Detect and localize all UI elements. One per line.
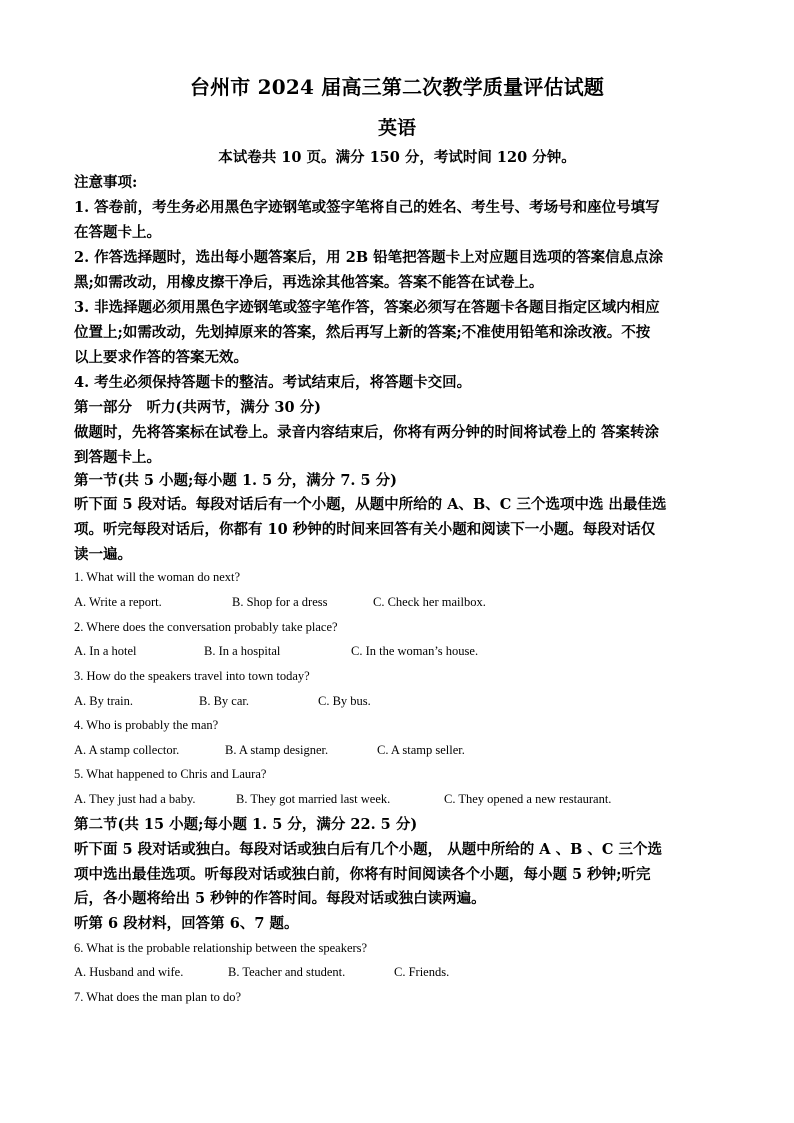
option-b: B. A stamp designer. [225, 743, 329, 757]
section2-heading: 第二节(共 15 小题;每小题 1. 5 分，满分 22. 5 分) [74, 816, 418, 833]
notice-line: 3. 非选择题必须用黑色字迹钢笔或签字笔作答，答案必须写在答题卡各题目指定区域内相应 [74, 299, 660, 316]
section1-intro-line: 读一遍。 [74, 546, 132, 563]
option-b: B. They got married last week. [236, 792, 391, 806]
option-a: A. Write a report. [74, 595, 162, 609]
option-c: C. Friends. [394, 965, 450, 979]
notice-line: 以上要求作答的答案无效。 [74, 349, 248, 366]
part1-intro-line: 到答题卡上。 [74, 449, 161, 466]
part1-intro-line: 做题时，先将答案标在试卷上。录音内容结束后，你将有两分钟的时间将试卷上的 答案转涂 [74, 424, 660, 441]
notice-line: 4. 考生必须保持答题卡的整洁。考试结束后，将答题卡交回。 [74, 374, 472, 391]
question-stem: 4. Who is probably the man? [74, 718, 219, 732]
option-c: C. Check her mailbox. [373, 595, 486, 609]
option-b: B. In a hospital [204, 644, 281, 658]
question-stem: 6. What is the probable relationship between the speakers? [74, 941, 368, 955]
notice-line: 2. 作答选择题时，选出每小题答案后，用 2B 铅笔把答题卡上对应题目选项的答案信息点涂 [74, 249, 664, 266]
option-c: C. In the woman’s house. [351, 644, 479, 658]
section1-intro-line: 项。听完每段对话后，你都有 10 秒钟的时间来回答有关小题和阅读下一小题。每段对话仅 [74, 521, 656, 538]
notice-line: 1. 答卷前，考生务必用黑色字迹钢笔或签字笔将自己的姓名、考生号、考场号和座位号填写 [74, 199, 660, 216]
question-stem: 2. Where does the conversation probably take place? [74, 620, 338, 634]
exam-info: 本试卷共 10 页。满分 150 分，考试时间 120 分钟。 [218, 149, 576, 166]
option-a: A. By train. [74, 694, 134, 708]
question-stem: 1. What will the woman do next? [74, 570, 241, 584]
option-c: C. A stamp seller. [377, 743, 465, 757]
notice-line: 在答题卡上。 [74, 224, 161, 241]
material-instruction: 听第 6 段材料，回答第 6、7 题。 [74, 915, 299, 932]
option-a: A. Husband and wife. [74, 965, 184, 979]
question-stem: 7. What does the man plan to do? [74, 990, 242, 1004]
section1-heading: 第一节(共 5 小题;每小题 1. 5 分，满分 7. 5 分) [74, 472, 397, 489]
section2-intro-line: 项中选出最佳选项。听每段对话或独白前，你将有时间阅读各个小题，每小题 5 秒钟;听完 [74, 866, 651, 883]
part1-heading: 第一部分 听力(共两节，满分 30 分) [74, 399, 321, 416]
notice-line: 位置上;如需改动，先划掉原来的答案，然后再写上新的答案;不准使用铅笔和涂改液。不按 [74, 324, 651, 341]
question-stem: 5. What happened to Chris and Laura? [74, 767, 267, 781]
section2-intro-line: 听下面 5 段对话或独白。每段对话或独白后有几个小题， 从题中所给的 A 、B 、C 三个选 [74, 841, 662, 858]
question-stem: 3. How do the speakers travel into town today? [74, 669, 310, 683]
option-a: A. In a hotel [74, 644, 137, 658]
option-a: A. They just had a baby. [74, 792, 196, 806]
option-b: B. Shop for a dress [232, 595, 328, 609]
option-b: B. By car. [199, 694, 249, 708]
subject-title: 英语 [377, 117, 416, 139]
option-b: B. Teacher and student. [228, 965, 346, 979]
exam-title: 台州市 2024 届高三第二次教学质量评估试题 [189, 75, 605, 99]
notice-line: 黑;如需改动，用橡皮擦干净后，再选涂其他答案。答案不能答在试卷上。 [74, 274, 544, 291]
option-c: C. By bus. [318, 694, 371, 708]
section1-intro-line: 听下面 5 段对话。每段对话后有一个小题，从题中所给的 A、B、C 三个选项中选 出最佳选 [74, 496, 667, 513]
section2-intro-line: 后，各小题将给出 5 秒钟的作答时间。每段对话或独白读两遍。 [74, 890, 486, 907]
option-c: C. They opened a new restaurant. [444, 792, 612, 806]
notice-heading: 注意事项: [74, 174, 138, 191]
option-a: A. A stamp collector. [74, 743, 180, 757]
